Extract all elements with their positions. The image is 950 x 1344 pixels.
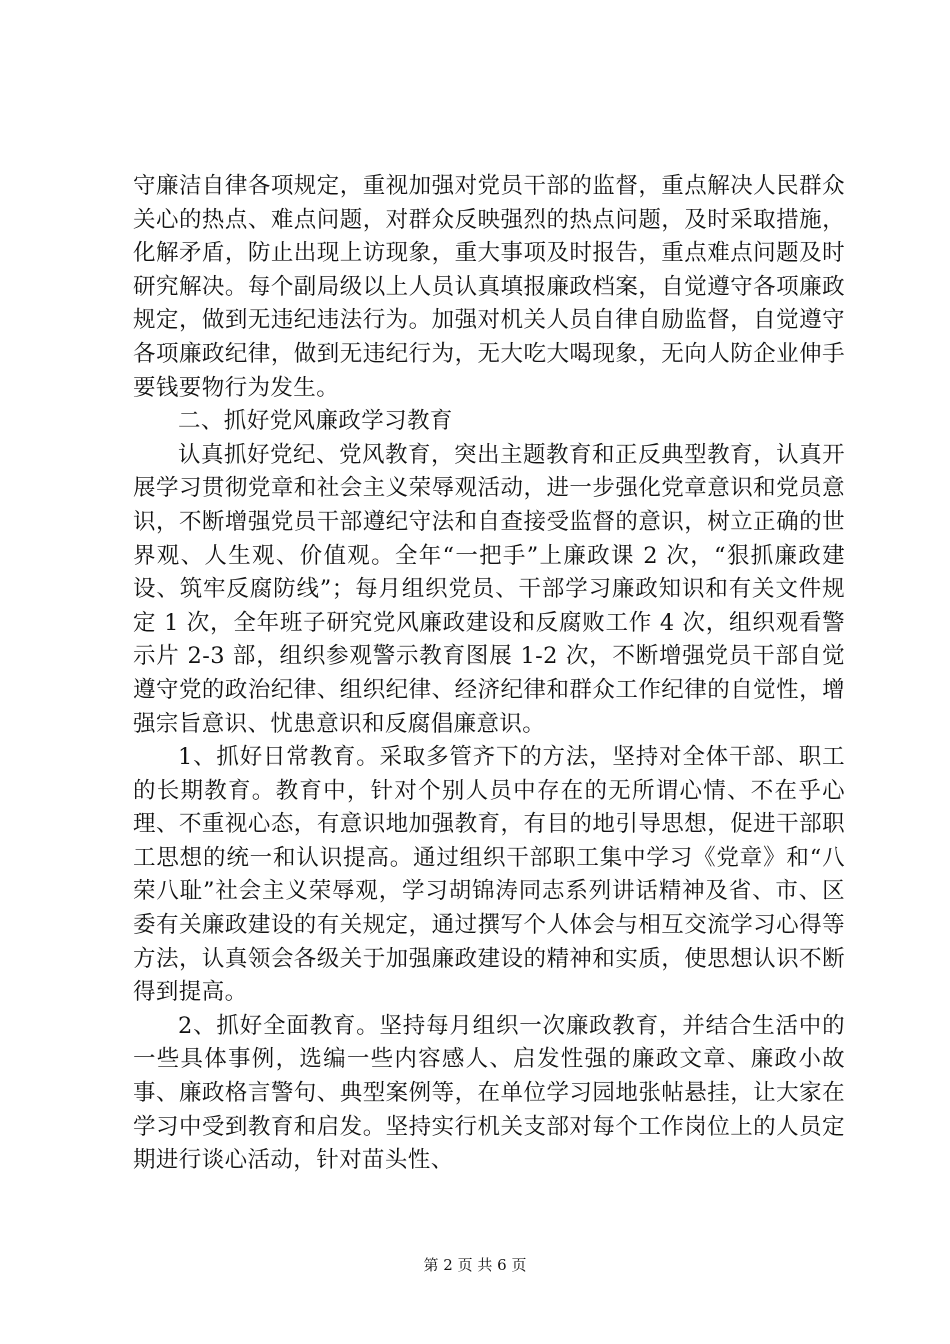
- paragraph-continuation: 守廉洁自律各项规定，重视加强对党员干部的监督，重点解决人民群众关心的热点、难点问题，对群众反映强烈的热点问题，及时采取措施，化解矛盾，防止出现上访现象，重大事项及时报告，重点难点问题及时研究解决。每个副局级以上人员认真填报廉政档案，自觉遵守各项廉政规定，做到无违纪违法行为。加强对机关人员自律自励监督，自觉遵守各项廉政纪律，做到无违纪行为，无大吃大喝现象，无向人防企业伸手要钱要物行为发生。: [133, 173, 845, 401]
- paragraph-party-education: 认真抓好党纪、党风教育，突出主题教育和正反典型教育，认真开展学习贯彻党章和社会主义荣辱观活动，进一步强化党章意识和党员意识，不断增强党员干部遵纪守法和自查接受监督的意识，树立正确的世界观、人生观、价值观。全年“一把手”上廉政课 2 次，“狠抓廉政建设、筑牢反腐防线”；每月组织党员、干部学习廉政知识和有关文件规定 1 次，全年班子研究党风廉政建设和反腐败工作 4 次，组织观看警示片 2-3 部，组织参观警示教育图展 1-2 次，不断增强党员干部自觉遵守党的政治纪律、组织纪律、经济纪律和群众工作纪律的自觉性，增强宗旨意识、忧患意识和反腐倡廉意识。: [133, 441, 845, 737]
- section-heading: 二、抓好党风廉政学习教育: [178, 408, 453, 435]
- paragraph-daily-education: 1、抓好日常教育。采取多管齐下的方法，坚持对全体干部、职工的长期教育。教育中，针对个别人员中存在的无所谓心情、不在乎心理、不重视心态，有意识地加强教育，有目的地引导思想，促进干部职工思想的统一和认识提高。通过组织干部职工集中学习《党章》和“八荣八耻”社会主义荣辱观，学习胡锦涛同志系列讲话精神及省、市、区委有关廉政建设的有关规定，通过撰写个人体会与相互交流学习心得等方法，认真领会各级关于加强廉政建设的精神和实质，使思想认识不断得到提高。: [133, 744, 845, 1006]
- document-body: [133, 170, 845, 1178]
- page-number-footer: 第 2 页 共 6 页: [423, 1256, 527, 1274]
- paragraph-comprehensive-education: 2、抓好全面教育。坚持每月组织一次廉政教育，并结合生活中的一些具体事例，选编一些内容感人、启发性强的廉政文章、廉政小故事、廉政格言警句、典型案例等，在单位学习园地张帖悬挂，让大家在学习中受到教育和启发。坚持实行机关支部对每个工作岗位上的人员定期进行谈心活动，针对苗头性、: [133, 1012, 845, 1174]
